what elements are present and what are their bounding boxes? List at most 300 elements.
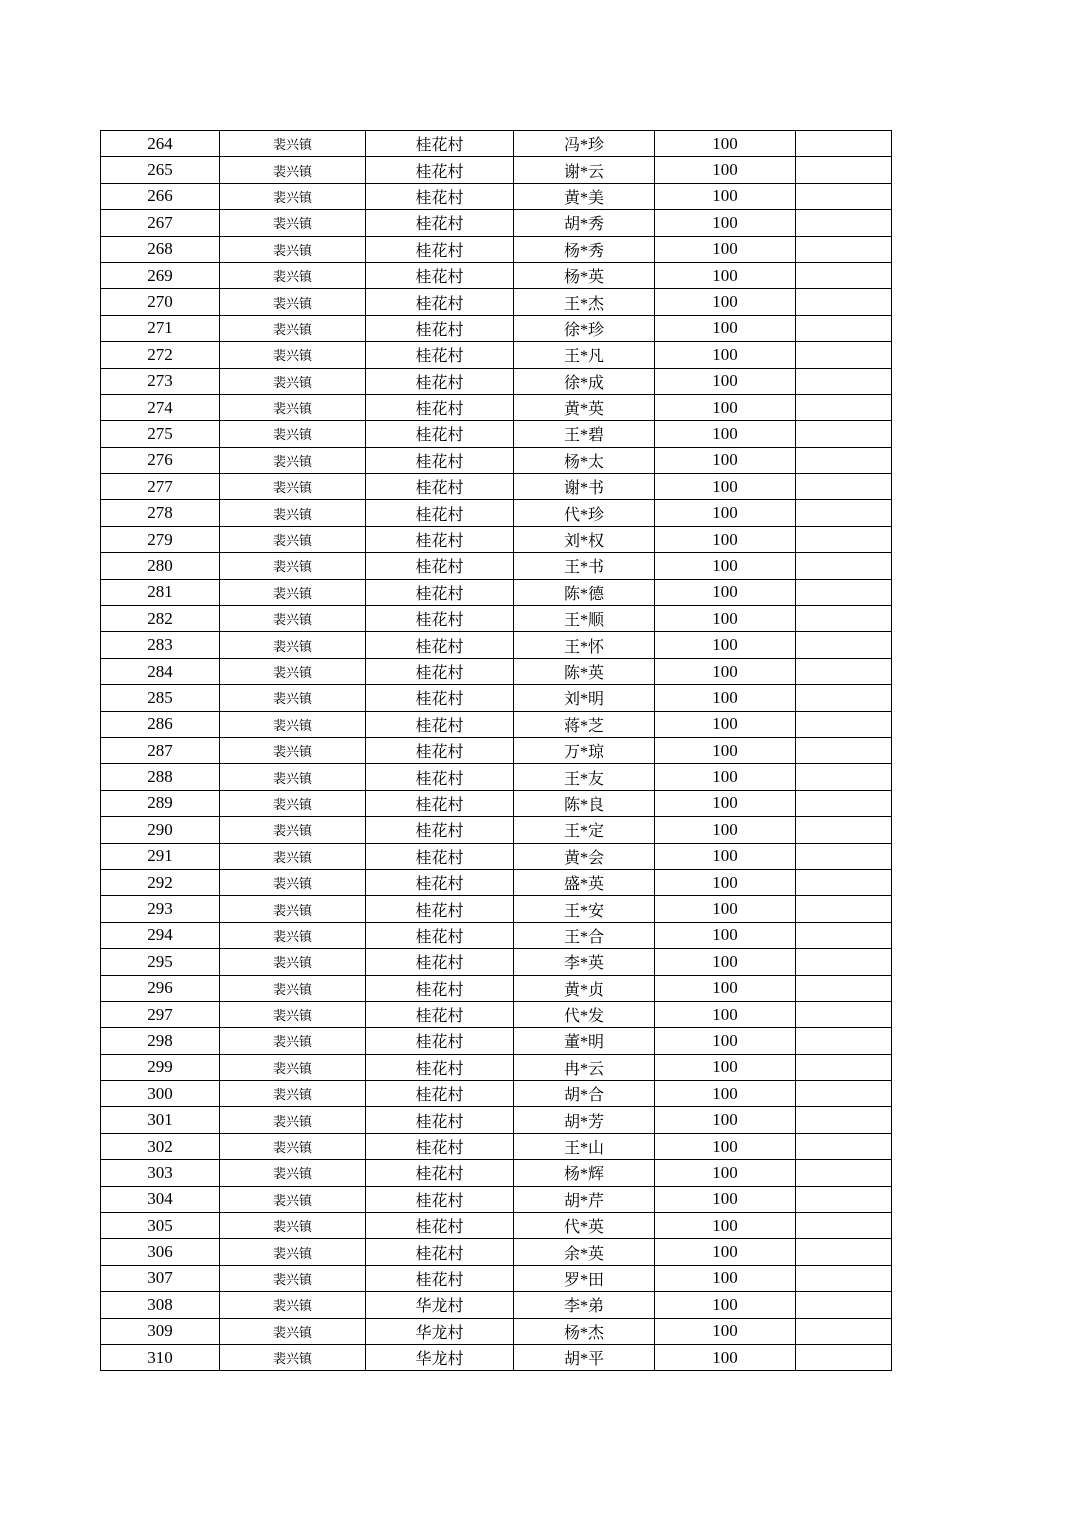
cell-no: 277: [101, 474, 220, 500]
cell-name: 王*怀: [514, 632, 655, 658]
cell-extra: [796, 632, 892, 658]
cell-amount: 100: [655, 526, 796, 552]
cell-town: 裴兴镇: [220, 1160, 366, 1186]
cell-town: 裴兴镇: [220, 1265, 366, 1291]
cell-town: 裴兴镇: [220, 869, 366, 895]
table-row: [101, 922, 892, 948]
cell-no: 288: [101, 764, 220, 790]
cell-extra: [796, 131, 892, 157]
cell-amount: 100: [655, 896, 796, 922]
cell-no: 278: [101, 500, 220, 526]
cell-town: 裴兴镇: [220, 157, 366, 183]
cell-amount: 100: [655, 210, 796, 236]
cell-name: 冯*珍: [514, 131, 655, 157]
cell-name: 徐*珍: [514, 315, 655, 341]
cell-amount: 100: [655, 1160, 796, 1186]
table-row: [101, 1265, 892, 1291]
table-row: [101, 1054, 892, 1080]
cell-name: 李*弟: [514, 1292, 655, 1318]
cell-amount: 100: [655, 368, 796, 394]
cell-extra: [796, 817, 892, 843]
cell-village: 桂花村: [366, 131, 514, 157]
cell-town: 裴兴镇: [220, 1107, 366, 1133]
cell-name: 陈*英: [514, 658, 655, 684]
cell-village: 桂花村: [366, 183, 514, 209]
cell-extra: [796, 711, 892, 737]
table-row: [101, 262, 892, 288]
cell-town: 裴兴镇: [220, 817, 366, 843]
cell-town: 裴兴镇: [220, 289, 366, 315]
table-row: [101, 843, 892, 869]
cell-no: 269: [101, 262, 220, 288]
cell-extra: [796, 737, 892, 763]
cell-name: 黄*会: [514, 843, 655, 869]
cell-village: 桂花村: [366, 1213, 514, 1239]
table-row: [101, 157, 892, 183]
cell-town: 裴兴镇: [220, 685, 366, 711]
cell-amount: 100: [655, 553, 796, 579]
cell-name: 王*友: [514, 764, 655, 790]
table-row: [101, 131, 892, 157]
cell-no: 302: [101, 1133, 220, 1159]
cell-amount: 100: [655, 1028, 796, 1054]
cell-name: 盛*英: [514, 869, 655, 895]
cell-town: 裴兴镇: [220, 843, 366, 869]
cell-amount: 100: [655, 500, 796, 526]
table-row: [101, 711, 892, 737]
cell-village: 桂花村: [366, 315, 514, 341]
cell-amount: 100: [655, 1081, 796, 1107]
cell-village: 桂花村: [366, 764, 514, 790]
cell-extra: [796, 210, 892, 236]
cell-extra: [796, 315, 892, 341]
cell-no: 267: [101, 210, 220, 236]
cell-name: 杨*杰: [514, 1318, 655, 1344]
cell-village: 桂花村: [366, 1081, 514, 1107]
cell-amount: 100: [655, 1344, 796, 1370]
table-row: [101, 579, 892, 605]
cell-name: 徐*成: [514, 368, 655, 394]
cell-amount: 100: [655, 579, 796, 605]
cell-village: 桂花村: [366, 817, 514, 843]
cell-name: 杨*英: [514, 262, 655, 288]
cell-town: 裴兴镇: [220, 394, 366, 420]
cell-name: 胡*秀: [514, 210, 655, 236]
cell-amount: 100: [655, 922, 796, 948]
cell-no: 301: [101, 1107, 220, 1133]
cell-town: 裴兴镇: [220, 447, 366, 473]
cell-town: 裴兴镇: [220, 579, 366, 605]
cell-name: 杨*秀: [514, 236, 655, 262]
cell-town: 裴兴镇: [220, 790, 366, 816]
cell-village: 桂花村: [366, 632, 514, 658]
cell-name: 刘*明: [514, 685, 655, 711]
cell-name: 胡*芳: [514, 1107, 655, 1133]
cell-no: 305: [101, 1213, 220, 1239]
cell-no: 268: [101, 236, 220, 262]
cell-no: 271: [101, 315, 220, 341]
cell-amount: 100: [655, 1186, 796, 1212]
cell-village: 桂花村: [366, 1239, 514, 1265]
cell-amount: 100: [655, 1107, 796, 1133]
document-page: [100, 130, 892, 1371]
cell-town: 裴兴镇: [220, 949, 366, 975]
cell-village: 桂花村: [366, 1054, 514, 1080]
cell-extra: [796, 579, 892, 605]
cell-extra: [796, 1054, 892, 1080]
cell-town: 裴兴镇: [220, 474, 366, 500]
cell-extra: [796, 183, 892, 209]
cell-amount: 100: [655, 262, 796, 288]
cell-no: 310: [101, 1344, 220, 1370]
cell-extra: [796, 500, 892, 526]
cell-no: 274: [101, 394, 220, 420]
cell-no: 297: [101, 1001, 220, 1027]
cell-extra: [796, 975, 892, 1001]
cell-name: 黄*英: [514, 394, 655, 420]
cell-town: 裴兴镇: [220, 421, 366, 447]
cell-name: 胡*合: [514, 1081, 655, 1107]
cell-amount: 100: [655, 764, 796, 790]
table-row: [101, 764, 892, 790]
cell-no: 293: [101, 896, 220, 922]
table-row: [101, 500, 892, 526]
cell-amount: 100: [655, 949, 796, 975]
cell-name: 罗*田: [514, 1265, 655, 1291]
cell-amount: 100: [655, 606, 796, 632]
cell-extra: [796, 289, 892, 315]
cell-town: 裴兴镇: [220, 1292, 366, 1318]
cell-name: 王*顺: [514, 606, 655, 632]
cell-town: 裴兴镇: [220, 368, 366, 394]
cell-extra: [796, 368, 892, 394]
table-row: [101, 342, 892, 368]
table-row: [101, 1239, 892, 1265]
cell-town: 裴兴镇: [220, 1081, 366, 1107]
cell-no: 298: [101, 1028, 220, 1054]
cell-town: 裴兴镇: [220, 315, 366, 341]
cell-town: 裴兴镇: [220, 262, 366, 288]
cell-amount: 100: [655, 236, 796, 262]
cell-village: 桂花村: [366, 342, 514, 368]
cell-extra: [796, 1213, 892, 1239]
cell-village: 桂花村: [366, 869, 514, 895]
cell-amount: 100: [655, 1265, 796, 1291]
cell-village: 桂花村: [366, 737, 514, 763]
cell-extra: [796, 262, 892, 288]
cell-extra: [796, 658, 892, 684]
table-row: [101, 553, 892, 579]
cell-village: 桂花村: [366, 262, 514, 288]
cell-name: 王*杰: [514, 289, 655, 315]
cell-amount: 100: [655, 737, 796, 763]
cell-extra: [796, 1344, 892, 1370]
cell-no: 292: [101, 869, 220, 895]
cell-village: 华龙村: [366, 1344, 514, 1370]
cell-village: 桂花村: [366, 394, 514, 420]
cell-amount: 100: [655, 474, 796, 500]
cell-amount: 100: [655, 975, 796, 1001]
cell-name: 王*山: [514, 1133, 655, 1159]
cell-name: 王*书: [514, 553, 655, 579]
cell-amount: 100: [655, 315, 796, 341]
cell-no: 299: [101, 1054, 220, 1080]
cell-village: 桂花村: [366, 368, 514, 394]
cell-extra: [796, 1133, 892, 1159]
cell-extra: [796, 157, 892, 183]
cell-amount: 100: [655, 869, 796, 895]
cell-no: 281: [101, 579, 220, 605]
cell-village: 桂花村: [366, 553, 514, 579]
cell-village: 桂花村: [366, 843, 514, 869]
cell-amount: 100: [655, 342, 796, 368]
cell-name: 杨*太: [514, 447, 655, 473]
cell-extra: [796, 685, 892, 711]
cell-extra: [796, 949, 892, 975]
cell-no: 309: [101, 1318, 220, 1344]
cell-name: 陈*德: [514, 579, 655, 605]
cell-town: 裴兴镇: [220, 553, 366, 579]
cell-amount: 100: [655, 711, 796, 737]
table-row: [101, 1213, 892, 1239]
cell-no: 272: [101, 342, 220, 368]
cell-no: 264: [101, 131, 220, 157]
cell-town: 裴兴镇: [220, 236, 366, 262]
cell-no: 289: [101, 790, 220, 816]
cell-town: 裴兴镇: [220, 922, 366, 948]
cell-town: 裴兴镇: [220, 606, 366, 632]
table-row: [101, 896, 892, 922]
cell-name: 董*明: [514, 1028, 655, 1054]
cell-amount: 100: [655, 1318, 796, 1344]
cell-amount: 100: [655, 1001, 796, 1027]
cell-town: 裴兴镇: [220, 764, 366, 790]
cell-village: 桂花村: [366, 421, 514, 447]
table-row: [101, 526, 892, 552]
cell-amount: 100: [655, 1239, 796, 1265]
table-row: [101, 1292, 892, 1318]
table-row: [101, 183, 892, 209]
cell-extra: [796, 1292, 892, 1318]
cell-extra: [796, 1186, 892, 1212]
cell-village: 华龙村: [366, 1292, 514, 1318]
cell-town: 裴兴镇: [220, 1001, 366, 1027]
cell-town: 裴兴镇: [220, 711, 366, 737]
cell-no: 308: [101, 1292, 220, 1318]
cell-amount: 100: [655, 790, 796, 816]
cell-extra: [796, 1001, 892, 1027]
table-row: [101, 1133, 892, 1159]
cell-village: 桂花村: [366, 579, 514, 605]
cell-no: 285: [101, 685, 220, 711]
table-row: [101, 737, 892, 763]
roster-table: [100, 130, 892, 1371]
cell-amount: 100: [655, 394, 796, 420]
cell-town: 裴兴镇: [220, 1133, 366, 1159]
table-row: [101, 394, 892, 420]
cell-town: 裴兴镇: [220, 1186, 366, 1212]
cell-village: 桂花村: [366, 526, 514, 552]
cell-amount: 100: [655, 658, 796, 684]
cell-village: 桂花村: [366, 157, 514, 183]
table-row: [101, 685, 892, 711]
cell-extra: [796, 1239, 892, 1265]
cell-no: 303: [101, 1160, 220, 1186]
cell-village: 桂花村: [366, 685, 514, 711]
cell-name: 杨*辉: [514, 1160, 655, 1186]
cell-name: 蒋*芝: [514, 711, 655, 737]
cell-no: 295: [101, 949, 220, 975]
cell-extra: [796, 869, 892, 895]
table-row: [101, 289, 892, 315]
cell-no: 283: [101, 632, 220, 658]
cell-extra: [796, 1028, 892, 1054]
cell-village: 桂花村: [366, 210, 514, 236]
cell-name: 万*琼: [514, 737, 655, 763]
cell-amount: 100: [655, 289, 796, 315]
table-row: [101, 869, 892, 895]
cell-town: 裴兴镇: [220, 210, 366, 236]
cell-town: 裴兴镇: [220, 342, 366, 368]
cell-village: 桂花村: [366, 1265, 514, 1291]
cell-village: 桂花村: [366, 1001, 514, 1027]
cell-extra: [796, 236, 892, 262]
table-row: [101, 790, 892, 816]
cell-no: 282: [101, 606, 220, 632]
cell-name: 陈*良: [514, 790, 655, 816]
table-row: [101, 658, 892, 684]
cell-name: 王*定: [514, 817, 655, 843]
table-row: [101, 1107, 892, 1133]
cell-name: 王*安: [514, 896, 655, 922]
cell-village: 桂花村: [366, 447, 514, 473]
cell-name: 胡*芹: [514, 1186, 655, 1212]
cell-no: 287: [101, 737, 220, 763]
cell-amount: 100: [655, 817, 796, 843]
table-row: [101, 817, 892, 843]
cell-no: 300: [101, 1081, 220, 1107]
cell-village: 桂花村: [366, 922, 514, 948]
cell-amount: 100: [655, 1054, 796, 1080]
cell-village: 桂花村: [366, 711, 514, 737]
cell-extra: [796, 553, 892, 579]
cell-name: 王*合: [514, 922, 655, 948]
cell-town: 裴兴镇: [220, 1028, 366, 1054]
cell-village: 桂花村: [366, 474, 514, 500]
cell-no: 275: [101, 421, 220, 447]
cell-no: 304: [101, 1186, 220, 1212]
table-row: [101, 1001, 892, 1027]
cell-town: 裴兴镇: [220, 632, 366, 658]
cell-amount: 100: [655, 131, 796, 157]
cell-town: 裴兴镇: [220, 1318, 366, 1344]
table-row: [101, 975, 892, 1001]
table-row: [101, 1028, 892, 1054]
cell-town: 裴兴镇: [220, 658, 366, 684]
cell-amount: 100: [655, 1292, 796, 1318]
cell-village: 桂花村: [366, 975, 514, 1001]
cell-town: 裴兴镇: [220, 1344, 366, 1370]
cell-town: 裴兴镇: [220, 183, 366, 209]
cell-no: 286: [101, 711, 220, 737]
cell-no: 306: [101, 1239, 220, 1265]
cell-no: 290: [101, 817, 220, 843]
cell-extra: [796, 1107, 892, 1133]
cell-extra: [796, 843, 892, 869]
cell-no: 307: [101, 1265, 220, 1291]
table-body: [101, 131, 892, 1371]
cell-amount: 100: [655, 421, 796, 447]
table-row: [101, 1081, 892, 1107]
cell-village: 桂花村: [366, 1186, 514, 1212]
cell-name: 谢*云: [514, 157, 655, 183]
cell-extra: [796, 447, 892, 473]
table-row: [101, 421, 892, 447]
cell-no: 279: [101, 526, 220, 552]
cell-extra: [796, 896, 892, 922]
cell-amount: 100: [655, 843, 796, 869]
table-row: [101, 315, 892, 341]
cell-village: 桂花村: [366, 1160, 514, 1186]
cell-town: 裴兴镇: [220, 1239, 366, 1265]
cell-village: 桂花村: [366, 500, 514, 526]
cell-town: 裴兴镇: [220, 131, 366, 157]
cell-amount: 100: [655, 1133, 796, 1159]
cell-extra: [796, 421, 892, 447]
cell-no: 284: [101, 658, 220, 684]
cell-town: 裴兴镇: [220, 1054, 366, 1080]
cell-village: 桂花村: [366, 1133, 514, 1159]
cell-name: 代*珍: [514, 500, 655, 526]
cell-no: 294: [101, 922, 220, 948]
cell-amount: 100: [655, 157, 796, 183]
cell-name: 王*碧: [514, 421, 655, 447]
cell-village: 桂花村: [366, 1028, 514, 1054]
cell-village: 华龙村: [366, 1318, 514, 1344]
table-row: [101, 210, 892, 236]
cell-no: 266: [101, 183, 220, 209]
cell-village: 桂花村: [366, 896, 514, 922]
table-row: [101, 474, 892, 500]
cell-amount: 100: [655, 183, 796, 209]
cell-no: 265: [101, 157, 220, 183]
cell-village: 桂花村: [366, 289, 514, 315]
cell-extra: [796, 922, 892, 948]
cell-name: 谢*书: [514, 474, 655, 500]
cell-no: 273: [101, 368, 220, 394]
cell-name: 余*英: [514, 1239, 655, 1265]
cell-extra: [796, 764, 892, 790]
cell-no: 291: [101, 843, 220, 869]
cell-name: 代*英: [514, 1213, 655, 1239]
cell-extra: [796, 474, 892, 500]
cell-town: 裴兴镇: [220, 975, 366, 1001]
table-row: [101, 1160, 892, 1186]
cell-village: 桂花村: [366, 606, 514, 632]
cell-no: 270: [101, 289, 220, 315]
cell-name: 王*凡: [514, 342, 655, 368]
cell-amount: 100: [655, 447, 796, 473]
cell-name: 刘*权: [514, 526, 655, 552]
cell-extra: [796, 394, 892, 420]
cell-extra: [796, 1081, 892, 1107]
table-row: [101, 632, 892, 658]
cell-no: 280: [101, 553, 220, 579]
cell-town: 裴兴镇: [220, 896, 366, 922]
cell-town: 裴兴镇: [220, 500, 366, 526]
cell-village: 桂花村: [366, 236, 514, 262]
cell-name: 李*英: [514, 949, 655, 975]
